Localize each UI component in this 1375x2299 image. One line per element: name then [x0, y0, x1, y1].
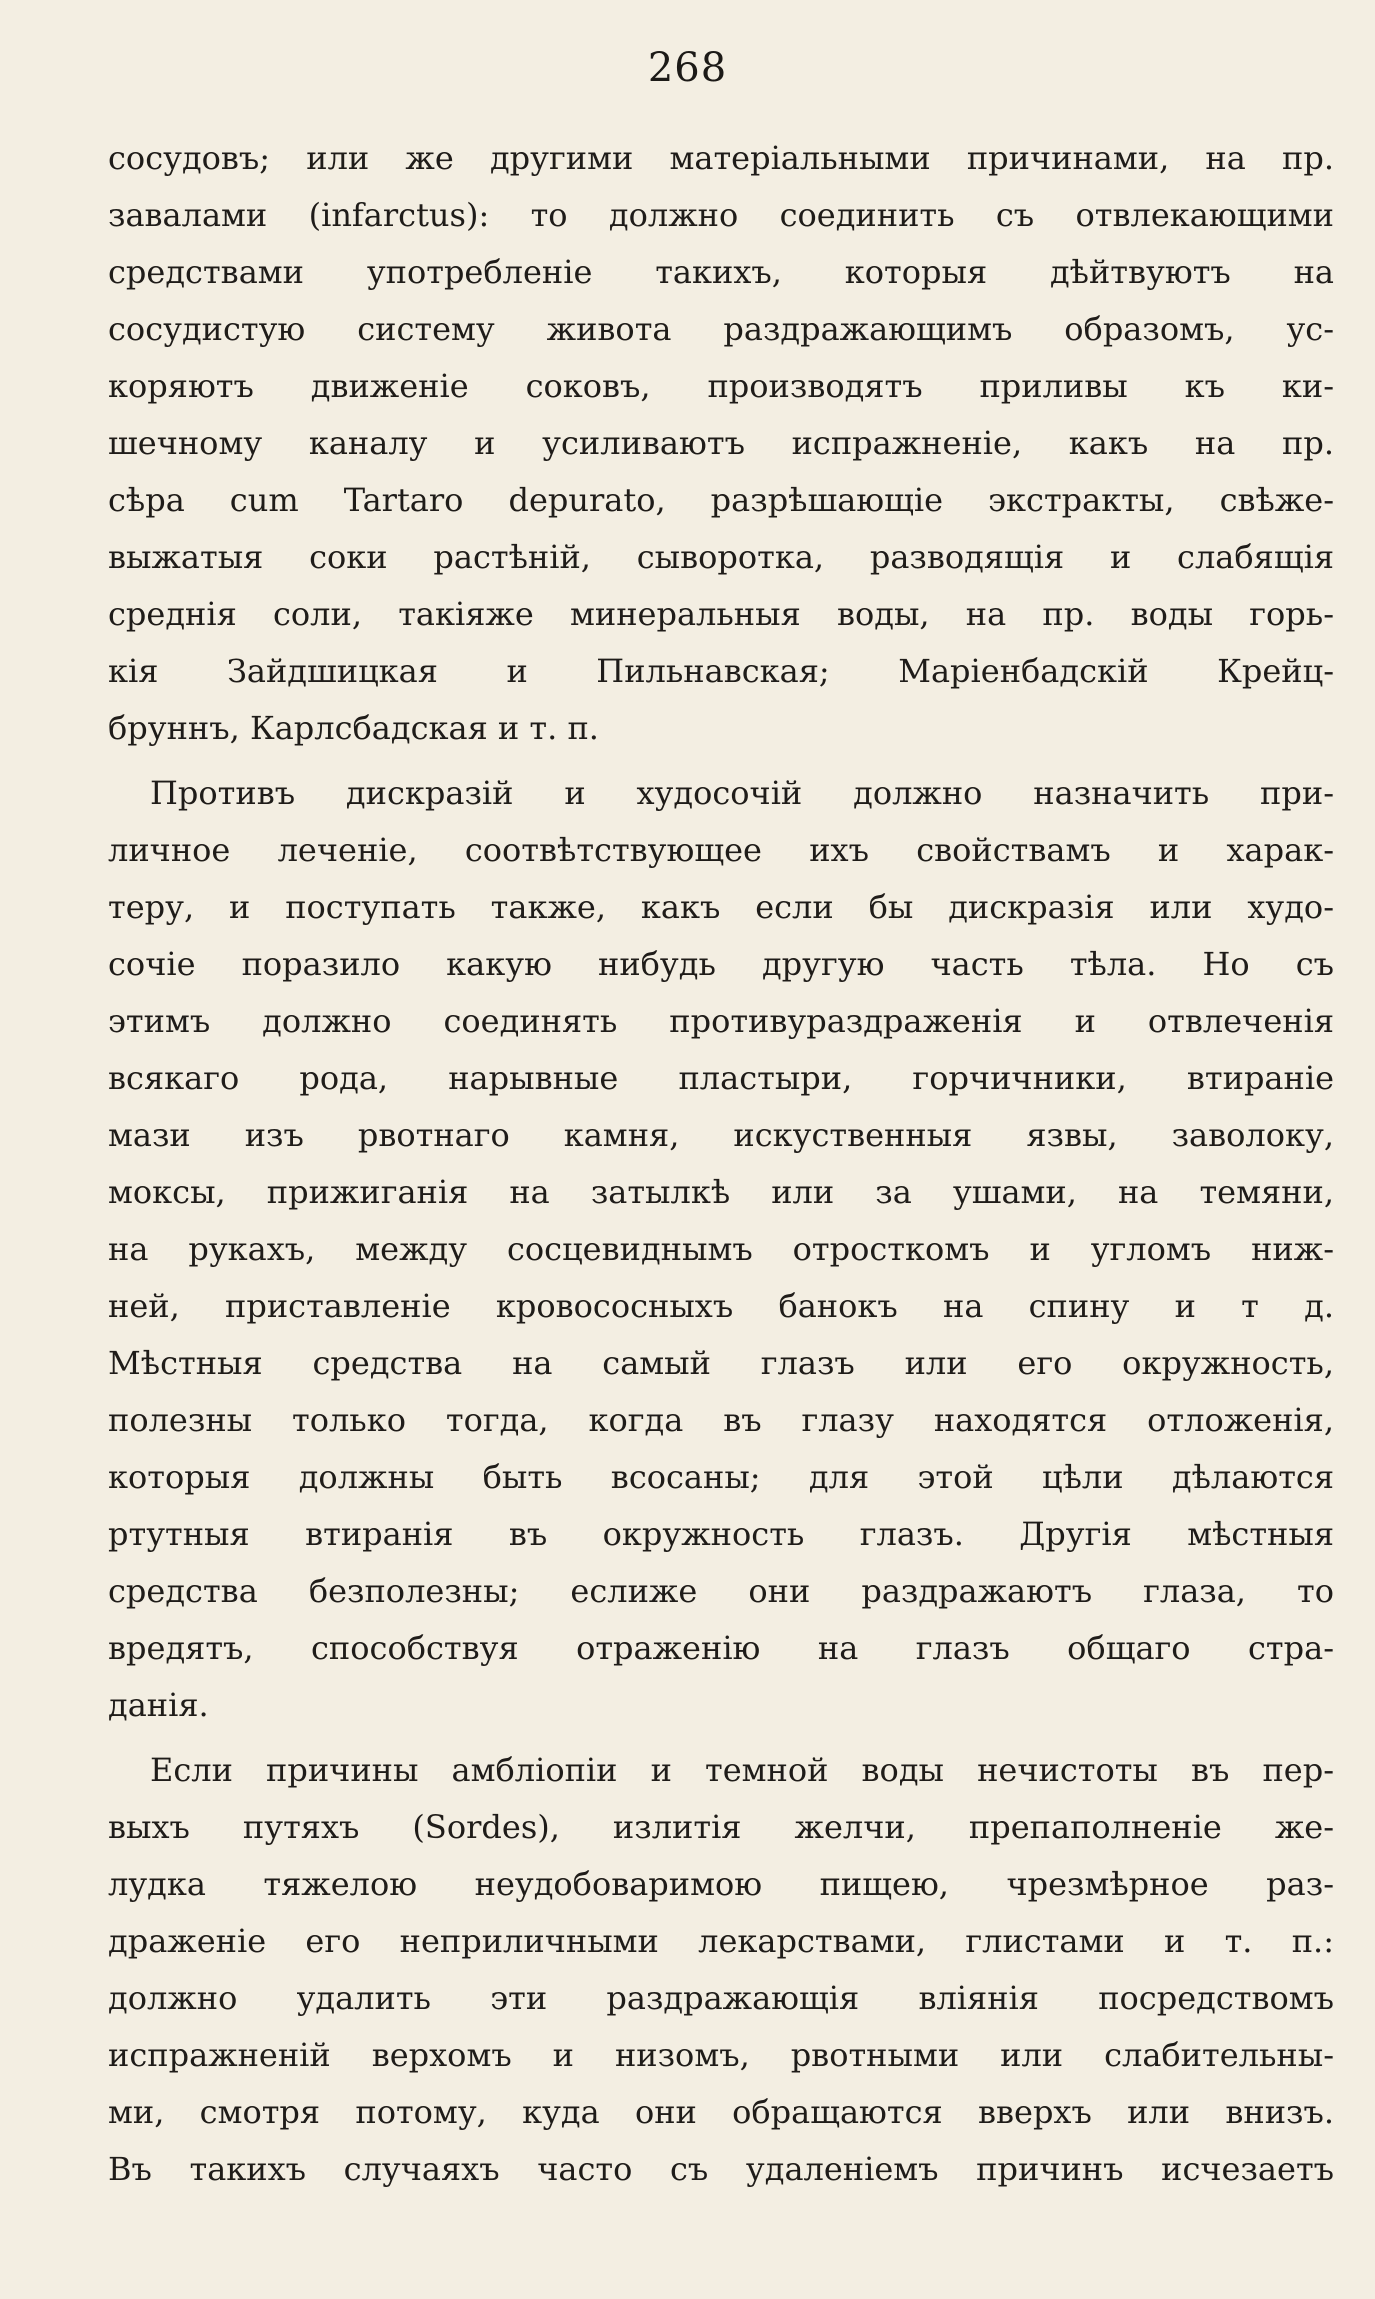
text-line: ми, смотря потому, куда они обращаются вверхъ или внизъ.: [108, 2093, 1334, 2131]
text-line: сосудистую систему живота раздражающимъ образомъ, ус-: [108, 310, 1334, 348]
text-line: выжатыя соки растѣній, сыворотка, разводящія и слабящія: [108, 538, 1334, 576]
text-line: мази изъ рвотнаго камня, искуственныя язвы, заволоку,: [108, 1116, 1334, 1154]
text-line: средствами употребленіе такихъ, которыя дѣйтвуютъ на: [108, 253, 1334, 291]
text-line: данія.: [108, 1686, 209, 1724]
text-line: ртутныя втиранія въ окружность глазъ. Другія мѣстныя: [108, 1515, 1334, 1553]
text-line: Если причины амбліопіи и темной воды нечистоты въ пер-: [150, 1751, 1334, 1789]
text-line: полезны только тогда, когда въ глазу находятся отложенія,: [108, 1401, 1334, 1439]
text-line: лудка тяжелою неудобоваримою пищею, чрезмѣрное раз-: [108, 1865, 1334, 1903]
text-line: личное леченіе, соотвѣтствующее ихъ свойствамъ и харак-: [108, 831, 1334, 869]
text-line: моксы, прижиганія на затылкѣ или за ушами, на темяни,: [108, 1173, 1334, 1211]
text-line: сосудовъ; или же другими матеріальными причинами, на пр.: [108, 139, 1334, 177]
text-line: завалами (infarctus): то должно соединить съ отвлекающими: [108, 196, 1334, 234]
text-line: среднія соли, такіяже минеральныя воды, на пр. воды горь-: [108, 595, 1334, 633]
text-line: коряютъ движеніе соковъ, производятъ приливы къ ки-: [108, 367, 1334, 405]
text-line: должно удалить эти раздражающія вліянія посредствомъ: [108, 1979, 1334, 2017]
paragraph-gap: [108, 1734, 1334, 1742]
text-line: на рукахъ, между сосцевиднымъ отросткомъ и угломъ ниж-: [108, 1230, 1334, 1268]
paragraph: [108, 1742, 1334, 2198]
paragraph: [108, 765, 1334, 1734]
text-line: кія Зайдшицкая и Пильнавская; Маріенбадскій Крейц-: [108, 652, 1334, 690]
text-line: ней, приставленіе кровососныхъ банокъ на спину и т д.: [108, 1287, 1334, 1325]
body-text: [108, 130, 1334, 2198]
text-line: средства безполезны; еслиже они раздражаютъ глаза, то: [108, 1572, 1334, 1610]
text-line: которыя должны быть всосаны; для этой цѣли дѣлаются: [108, 1458, 1334, 1496]
text-line: сѣра cum Tartaro depurato, разрѣшающіе экстракты, свѣже-: [108, 481, 1334, 519]
text-line: шечному каналу и усиливаютъ испражненіе, какъ на пр.: [108, 424, 1334, 462]
paragraph: [108, 130, 1334, 757]
text-line: теру, и поступать также, какъ если бы дискразія или худо-: [108, 888, 1334, 926]
text-line: бруннъ, Карлсбадская и т. п.: [108, 709, 599, 747]
text-line: выхъ путяхъ (Sordes), излитія желчи, препаполненіе же-: [108, 1808, 1334, 1846]
text-line: драженіе его неприличными лекарствами, глистами и т. п.:: [108, 1922, 1334, 1960]
text-line: испражненій верхомъ и низомъ, рвотными или слабительны-: [108, 2036, 1334, 2074]
page-number: 268: [647, 45, 728, 91]
text-line: Противъ дискразій и худосочій должно назначить при-: [150, 774, 1334, 812]
text-line: Въ такихъ случаяхъ часто съ удаленіемъ причинъ исчезаетъ: [108, 2150, 1334, 2188]
text-line: Мѣстныя средства на самый глазъ или его окружность,: [108, 1344, 1334, 1382]
text-line: сочіе поразило какую нибудь другую часть тѣла. Но съ: [108, 945, 1334, 983]
text-line: всякаго рода, нарывные пластыри, горчичники, втираніе: [108, 1059, 1334, 1097]
text-line: вредятъ, способствуя отраженію на глазъ общаго стра-: [108, 1629, 1334, 1667]
paragraph-gap: [108, 757, 1334, 765]
text-line: этимъ должно соединять противураздраженія и отвлеченія: [108, 1002, 1334, 1040]
